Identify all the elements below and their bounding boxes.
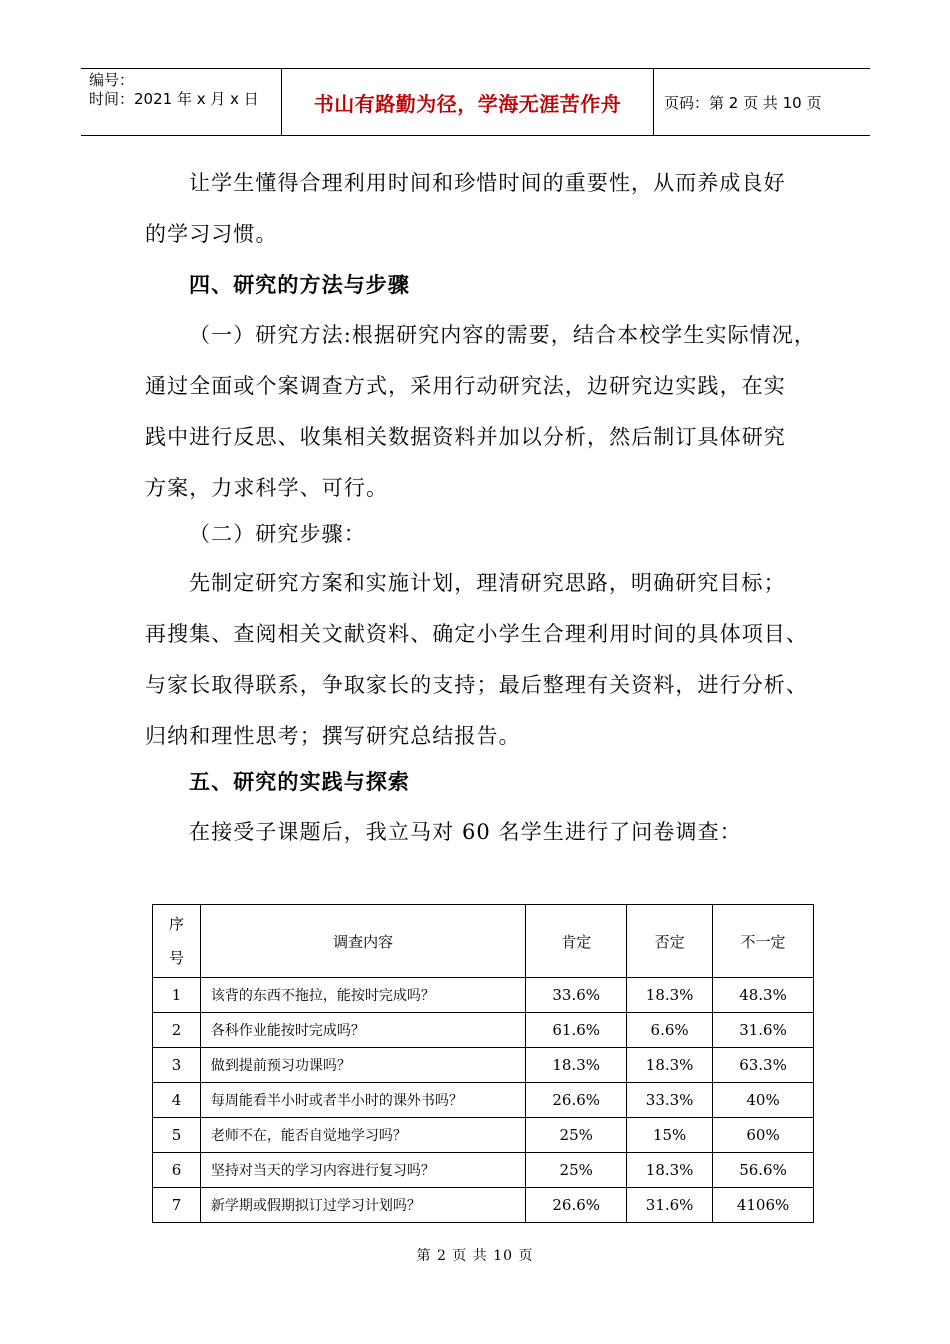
cell-unsure: 40% (713, 1083, 814, 1118)
text-line: 与家长取得联系，争取家长的支持；最后整理有关资料，进行分析、 (145, 673, 808, 697)
cell-question: 新学期或假期拟订过学习计划吗？ (200, 1188, 525, 1223)
cell-yes: 33.6% (526, 978, 627, 1013)
text-line: 通过全面或个案调查方式，采用行动研究法，边研究边实践，在实 (145, 374, 786, 398)
text-line: 在接受子课题后，我立马对 60 名学生进行了问卷调查： (189, 820, 742, 844)
text-line: （二）研究步骤： (189, 522, 366, 546)
text-line: 归纳和理性思考；撰写研究总结报告。 (145, 724, 521, 748)
cell-index: 6 (153, 1153, 201, 1188)
text-line: （一）研究方法:根据研究内容的需要，结合本校学生实际情况， (189, 323, 816, 347)
text-line: 方案，力求科学、可行。 (145, 476, 389, 500)
cell-unsure: 4106% (713, 1188, 814, 1223)
header-cell-no-answer: 否定 (627, 905, 713, 978)
header-cell-content: 调查内容 (200, 905, 525, 978)
paragraph-survey-intro (145, 807, 835, 858)
section-heading-5 (145, 757, 835, 808)
cell-yes: 26.6% (526, 1188, 627, 1223)
text-line: 践中进行反思、收集相关数据资料并加以分析，然后制订具体研究 (145, 425, 786, 449)
cell-yes: 26.6% (526, 1083, 627, 1118)
table-row (153, 1118, 814, 1153)
cell-index: 3 (153, 1048, 201, 1083)
table-row (153, 1083, 814, 1118)
paragraph-intro (145, 158, 835, 260)
text-line: 的学习习惯。 (145, 222, 278, 246)
paragraph-steps-title (145, 509, 835, 560)
header-cell-no: 序 号 (153, 905, 201, 978)
paragraph-method (145, 310, 835, 514)
table-header-row (153, 905, 814, 978)
cell-no: 33.3% (627, 1083, 713, 1118)
table-row (153, 1188, 814, 1223)
cell-index: 7 (153, 1188, 201, 1223)
heading-text: 五、研究的实践与探索 (189, 770, 410, 794)
text-line: 让学生懂得合理利用时间和珍惜时间的重要性，从而养成良好 (189, 171, 786, 195)
cell-no: 18.3% (627, 1048, 713, 1083)
cell-unsure: 56.6% (713, 1153, 814, 1188)
cell-index: 4 (153, 1083, 201, 1118)
section-heading-4 (145, 260, 835, 311)
table-row (153, 1048, 814, 1083)
cell-unsure: 60% (713, 1118, 814, 1153)
page-header (81, 68, 870, 136)
header-cell-yes: 肯定 (526, 905, 627, 978)
header-cell-unsure: 不一定 (713, 905, 814, 978)
cell-no: 18.3% (627, 978, 713, 1013)
survey-table (152, 904, 814, 1223)
cell-yes: 25% (526, 1153, 627, 1188)
cell-unsure: 48.3% (713, 978, 814, 1013)
cell-no: 6.6% (627, 1013, 713, 1048)
text-line: 再搜集、查阅相关文献资料、确定小学生合理利用时间的具体项目、 (145, 622, 808, 646)
cell-unsure: 31.6% (713, 1013, 814, 1048)
cell-no: 15% (627, 1118, 713, 1153)
cell-question: 每周能看半小时或者半小时的课外书吗？ (200, 1083, 525, 1118)
table-row (153, 978, 814, 1013)
cell-yes: 18.3% (526, 1048, 627, 1083)
cell-unsure: 63.3% (713, 1048, 814, 1083)
cell-question: 老师不在，能否自觉地学习吗？ (200, 1118, 525, 1153)
cell-question: 坚持对当天的学习内容进行复习吗？ (200, 1153, 525, 1188)
cell-no: 31.6% (627, 1188, 713, 1223)
paragraph-steps (145, 558, 835, 762)
cell-yes: 25% (526, 1118, 627, 1153)
table-row (153, 1153, 814, 1188)
heading-text: 四、研究的方法与步骤 (189, 273, 410, 297)
cell-question: 各科作业能按时完成吗？ (200, 1013, 525, 1048)
header-page-info: 页码：第 2 页 共 10 页 (664, 93, 822, 112)
header-meta (81, 69, 282, 135)
cell-index: 1 (153, 978, 201, 1013)
cell-question: 做到提前预习功课吗？ (200, 1048, 525, 1083)
cell-question: 该背的东西不拖拉，能按时完成吗？ (200, 978, 525, 1013)
table-row (153, 1013, 814, 1048)
number-label: 编号： (89, 71, 135, 89)
cell-index: 2 (153, 1013, 201, 1048)
time-label: 时间：2021 年 x 月 x 日 (89, 90, 259, 108)
text-line: 先制定研究方案和实施计划，理清研究思路，明确研究目标； (189, 571, 786, 595)
page-footer: 第 2 页 共 10 页 (416, 1248, 534, 1264)
cell-yes: 61.6% (526, 1013, 627, 1048)
header-motto: 书山有路勤为径，学海无涯苦作舟 (282, 69, 654, 135)
cell-no: 18.3% (627, 1153, 713, 1188)
cell-index: 5 (153, 1118, 201, 1153)
